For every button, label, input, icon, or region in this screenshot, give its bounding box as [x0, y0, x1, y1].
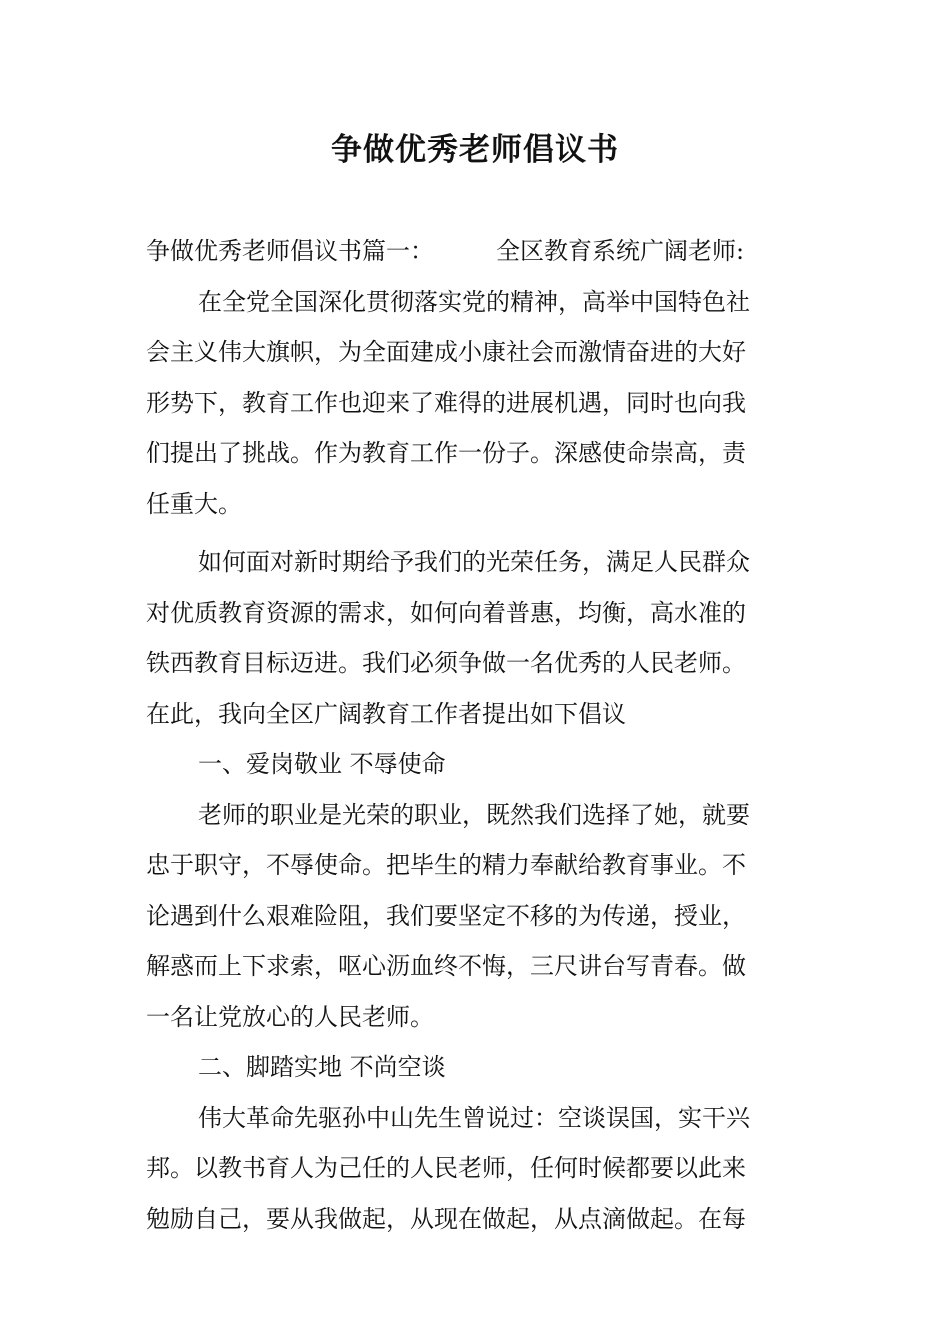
paragraph-line: 们提出了挑战。作为教育工作一份子。深感使命崇高，责 — [146, 439, 746, 467]
paragraph-line: 伟大革命先驱孙中山先生曾说过：空谈误国，实干兴 — [198, 1103, 750, 1132]
paragraph-4 — [146, 1093, 806, 1245]
section-heading: 一、爱岗敬业 不辱使命 — [198, 750, 446, 778]
paragraph-line: 邦。以教书育人为己任的人民老师，任何时候都要以此来 — [146, 1154, 746, 1182]
document-title: 争做优秀老师倡议书 — [331, 132, 619, 168]
paragraph-line: 形势下，教育工作也迎来了难得的进展机遇，同时也向我 — [146, 388, 746, 417]
section-heading-2 — [146, 1042, 806, 1093]
paragraph-line: 勉励自己，要从我做起，从现在做起，从点滴做起。在每 — [146, 1204, 746, 1233]
paragraph-line: 老师的职业是光荣的职业，既然我们选择了她，就要 — [198, 800, 750, 829]
document-body — [146, 226, 806, 1244]
intro-label: 争做优秀老师倡议书篇一： — [146, 237, 434, 265]
paragraph-line: 如何面对新时期给予我们的光荣任务，满足人民群众 — [198, 548, 750, 576]
paragraph-line: 解惑而上下求索，呕心沥血终不悔，三尺讲台写青春。做 — [146, 952, 746, 980]
paragraph-line: 在全党全国深化贯彻落实党的精神，高举中国特色社 — [198, 287, 750, 316]
paragraph-1 — [146, 277, 806, 530]
section-heading-1 — [146, 739, 806, 790]
paragraph-line: 任重大。 — [146, 489, 242, 518]
paragraph-line: 论遇到什么艰难险阻，我们要坚定不移的为传递，授业， — [146, 901, 746, 930]
salutation: 全区教育系统广阔老师: — [496, 237, 745, 265]
paragraph-3 — [146, 790, 806, 1043]
paragraph-line: 会主义伟大旗帜，为全面建成小康社会而激情奋进的大好 — [146, 338, 746, 366]
paragraph-line: 忠于职守，不辱使命。把毕生的精力奉献给教育事业。不 — [146, 851, 746, 879]
intro-line — [146, 226, 806, 277]
paragraph-line: 在此，我向全区广阔教育工作者提出如下倡议 — [146, 699, 626, 728]
paragraph-line: 铁西教育目标迈进。我们必须争做一名优秀的人民老师。 — [146, 649, 746, 677]
paragraph-line: 对优质教育资源的需求，如何向着普惠，均衡，高水准的 — [146, 598, 746, 627]
section-heading: 二、脚踏实地 不尚空谈 — [198, 1053, 446, 1081]
paragraph-2 — [146, 537, 806, 739]
paragraph-line: 一名让党放心的人民老师。 — [146, 1002, 434, 1031]
